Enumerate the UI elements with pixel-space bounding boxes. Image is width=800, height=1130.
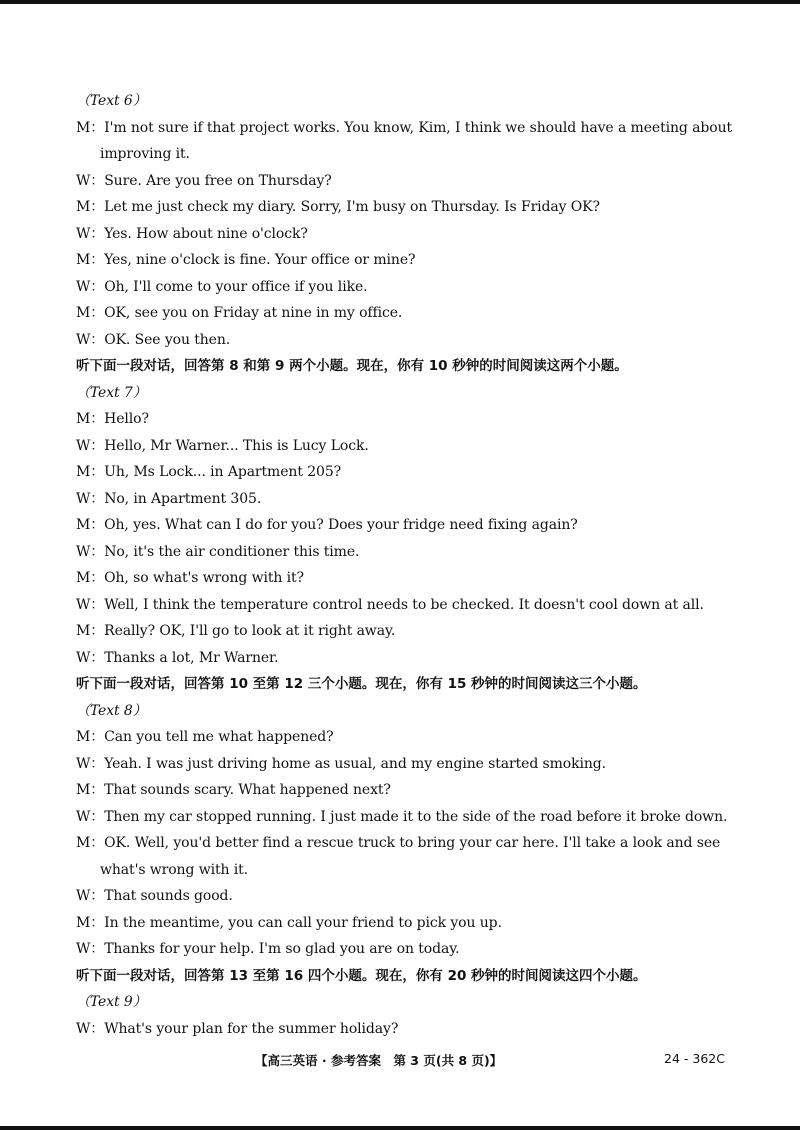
dialogue-line: W：Then my car stopped running. I just made it to the side of the road before it broke down. <box>76 808 728 825</box>
dialogue-line: W：OK. See you then. <box>76 331 231 348</box>
dialogue-line: M：I'm not sure if that project works. You know, Kim, I think we should have a meeting about improving it. <box>76 119 733 162</box>
dialogue-line: M：Can you tell me what happened? <box>76 729 334 745</box>
dialogue-line: W：No, in Apartment 305. <box>76 490 262 507</box>
text-label: （Text 7） <box>76 384 147 401</box>
dialogue-line: W：Oh, I'll come to your office if you like. <box>76 278 368 295</box>
dialogue-line: M：In the meantime, you can call your friend to pick you up. <box>76 914 502 931</box>
footer-page-info: 【高三英语 · 参考答案 第 3 页(共 8 页)】 <box>255 1053 503 1068</box>
dialogue-line: W：Thanks a lot, Mr Warner. <box>76 649 279 666</box>
dialogue-line: M：Oh, yes. What can I do for you? Does your fridge need fixing again? <box>76 517 578 533</box>
dialogue-line: M：OK, see you on Friday at nine in my office. <box>76 305 403 321</box>
text-label: （Text 8） <box>76 702 147 719</box>
dialogue-line: W：Well, I think the temperature control needs to be checked. It doesn't cool down at all. <box>76 596 704 613</box>
dialogue-line: M：Uh, Ms Lock... in Apartment 205? <box>76 464 342 480</box>
section-instruction: 听下面一段对话，回答第 13 至第 16 四个小题。现在，你有 20 秒钟的时间阅读这四个小题。 <box>76 967 647 984</box>
text-label: （Text 9） <box>76 994 147 1010</box>
dialogue-line: M：Oh, so what's wrong with it? <box>76 570 304 586</box>
dialogue-line: M：OK. Well, you'd better find a rescue truck to bring your car here. I'll take a look and see what's wrong with it. <box>76 835 721 878</box>
dialogue-line: W：What's your plan for the summer holiday? <box>76 1020 399 1037</box>
dialogue-line: M：Let me just check my diary. Sorry, I'm busy on Thursday. Is Friday OK? <box>76 199 600 215</box>
section-instruction: 听下面一段对话，回答第 8 和第 9 两个小题。现在，你有 10 秒钟的时间阅读这两个小题。 <box>76 358 628 374</box>
dialogue-line: W：Thanks for your help. I'm so glad you are on today. <box>76 941 460 957</box>
footer-doc-code: 24 - 362C <box>664 1051 725 1066</box>
text-label: （Text 6） <box>76 93 147 109</box>
bottom-border <box>0 1126 800 1130</box>
section-instruction: 听下面一段对话，回答第 10 至第 12 三个小题。现在，你有 15 秒钟的时间阅读这三个小题。 <box>76 676 647 692</box>
dialogue-line: W：Yeah. I was just driving home as usual, and my engine started smoking. <box>76 755 607 772</box>
top-border <box>0 0 800 4</box>
dialogue-line: M：Really? OK, I'll go to look at it right away. <box>76 623 396 639</box>
dialogue-line: W：Sure. Are you free on Thursday? <box>76 172 332 189</box>
dialogue-line: M：Hello? <box>76 411 149 427</box>
dialogue-line: W：No, it's the air conditioner this time. <box>76 543 360 560</box>
dialogue-line: W：Yes. How about nine o'clock? <box>76 225 308 242</box>
transcript-body <box>76 88 736 1042</box>
dialogue-line: W：Hello, Mr Warner... This is Lucy Lock. <box>76 437 369 454</box>
dialogue-line: W：That sounds good. <box>76 888 233 904</box>
dialogue-line: M：Yes, nine o'clock is fine. Your office or mine? <box>76 252 416 268</box>
dialogue-line: M：That sounds scary. What happened next? <box>76 782 391 798</box>
